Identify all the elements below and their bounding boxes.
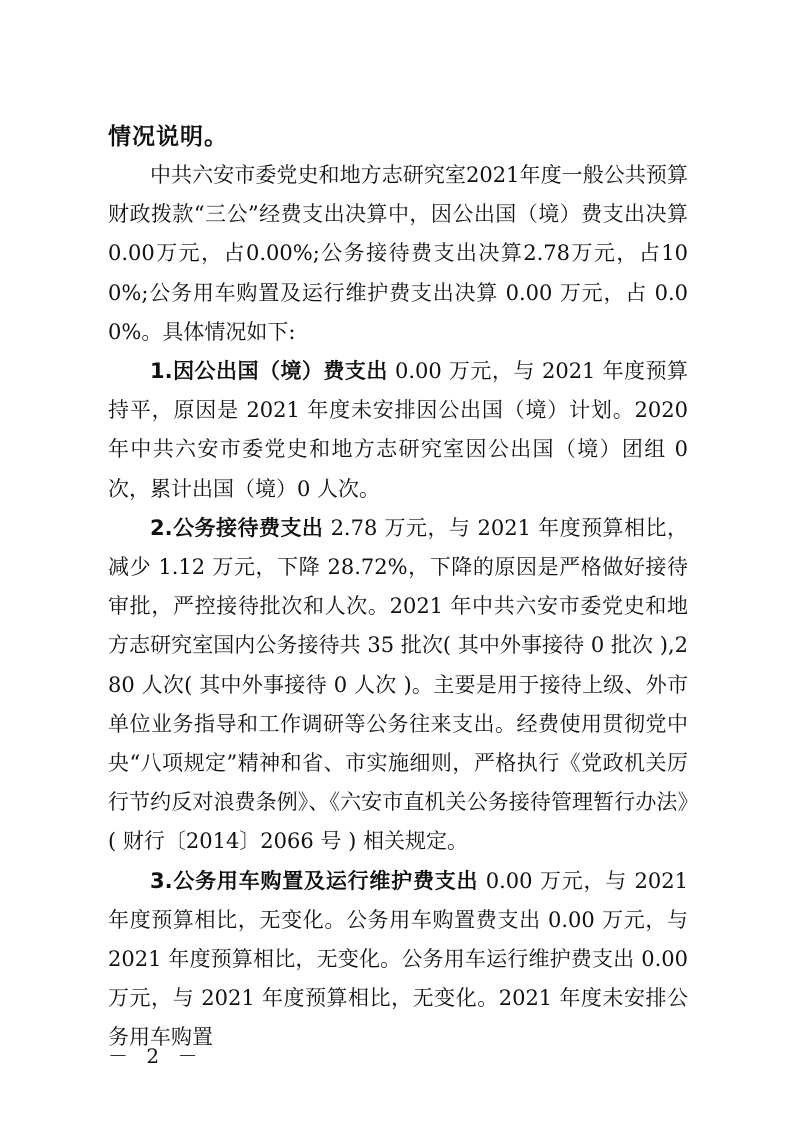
intro-paragraph <box>108 156 688 352</box>
vehicle-text: 0.00 万元，与 2021 年度预算相比，无变化。公务用车购置费支出 0.00 万元，与 2021 年度预算相比，无变化。公务用车运行维护费支出 0.00 万元，与 2021 年度预算相比，无变化。2021 年度未安排公务用车购置 <box>108 868 688 1050</box>
section-heading: 情况说明。 <box>108 124 228 150</box>
body-text <box>108 156 688 1058</box>
reception-lead: 2.公务接待费支出 <box>150 515 324 540</box>
vehicle-paragraph <box>108 862 688 1058</box>
page-number: － 2 － <box>108 1044 204 1068</box>
travel-abroad-text: 0.00 万元，与 2021 年度预算持平，原因是 2021 年度未安排因公出国（境）计划。2020 年中共六安市委党史和地方志研究室因公出国（境）团组 0 次，累计出国（境）0 人次。 <box>108 359 688 501</box>
travel-abroad-paragraph <box>108 352 688 509</box>
intro-text: 中共六安市委党史和地方志研究室2021年度一般公共预算财政拨款“三公”经费支出决算中，因公出国（境）费支出决算0.00万元，占0.00%;公务接待费支出决算2.78万元，占100%;公务用车购置及运行维护费支出决算 0.00 万元，占 0.00%。具体情况如下: <box>108 163 688 344</box>
travel-abroad-lead: 1.因公出国（境）费支出 <box>150 359 388 384</box>
reception-paragraph <box>108 509 688 862</box>
reception-text: 2.78 万元，与 2021 年度预算相比，减少 1.12 万元，下降 28.72%，下降的原因是严格做好接待审批，严控接待批次和人次。2021 年中共六安市委党史和地方志研究室国内公务接待共 35 批次( 其中外事接待 0 批次 ),280 人次( 其中外事接待 0 人次 )。主要是用于接待上级、外市单位业务指导和工作调研等公务往来支出。经费使用贯彻党中央“八项规定”精神和省、市实施细则，严格执行《党政机关厉行节约反对浪费条例》、《六安市直机关公务接待管理暂行办法》( 财行〔2014〕2066 号 ) 相关规定。 <box>108 515 689 854</box>
vehicle-lead: 3.公务用车购置及运行维护费支出 <box>150 868 479 893</box>
